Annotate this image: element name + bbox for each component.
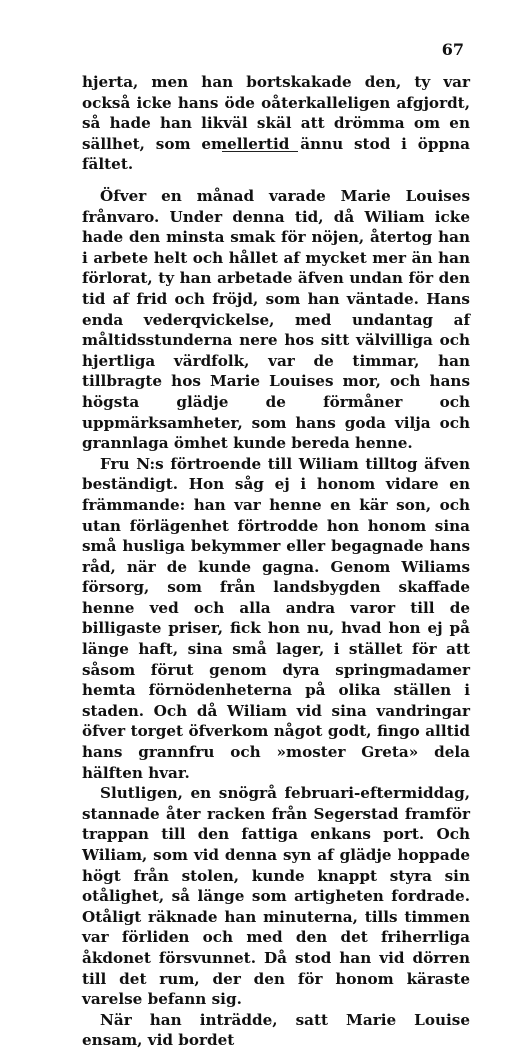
continued-paragraph-block	[82, 72, 470, 175]
main-text-block	[82, 186, 470, 1051]
paragraph: Fru N:s förtroende till Wiliam tilltog äfven beständigt. Hon såg ej i honom vidare en främmande: han var henne en kär son, och utan förlägenhet förtrodde hon honom sina små husliga bekymmer eller begagnade hans råd, när de kunde gagna. Genom Wiliams försorg, som från landsbygden skaffade henne ved och alla andra varor till de billigaste priser, fick hon nu, hvad hon ej på länge haft, sina små lager, i stället för att såsom förut genom dyra springmadamer hemta förnödenheterna på olika ställen i staden. Och då Wiliam vid sina vandringar öfver torget öfverkom något godt, fingo alltid hans grannfru och »moster Greta» dela hälften hvar.	[82, 454, 470, 782]
paragraph: När han inträdde, satt Marie Louise ensam, vid bordet	[82, 1010, 470, 1050]
page-number: 67	[441, 40, 464, 59]
section-divider	[222, 151, 298, 152]
continued-paragraph: hjerta, men han bortskakade den, ty var också icke hans öde oåterkalleligen afgjordt, så hade han likväl skäl att drömma om en sällhet, som emellertid ännu stod i öppna fältet.	[82, 73, 470, 174]
paragraph: Slutligen, en snögrå februari-eftermiddag, stannade åter racken från Segerstad framför trappan till den fattiga enkans port. Och Wiliam, som vid denna syn af glädje hoppade högt från stolen, kunde knappt styra sin otålighet, så länge som artigheten fordrade. Otåligt räknade han minuterna, tills timmen var förliden och med den det friherrliga åkdonet försvunnet. Då stod han vid dörren till det rum, der den för honom käraste varelse befann sig.	[82, 784, 470, 1009]
paragraph: Öfver en månad varade Marie Louises frånvaro. Under denna tid, då Wiliam icke hade den minsta smak för nöjen, återtog han i arbete helt och hållet af mycket mer än han förlorat, ty han arbetade äfven undan för den tid af frid och fröjd, som han väntade. Hans enda vederqvickelse, med undantag af måltidsstunderna nere hos sitt välvilliga och hjertliga värdfolk, var de timmar, han tillbragte hos Marie Louises mor, och hans högsta glädje de förmåner och uppmärksamheter, som hans goda vilja och grannlaga ömhet kunde bereda henne.	[82, 187, 470, 453]
